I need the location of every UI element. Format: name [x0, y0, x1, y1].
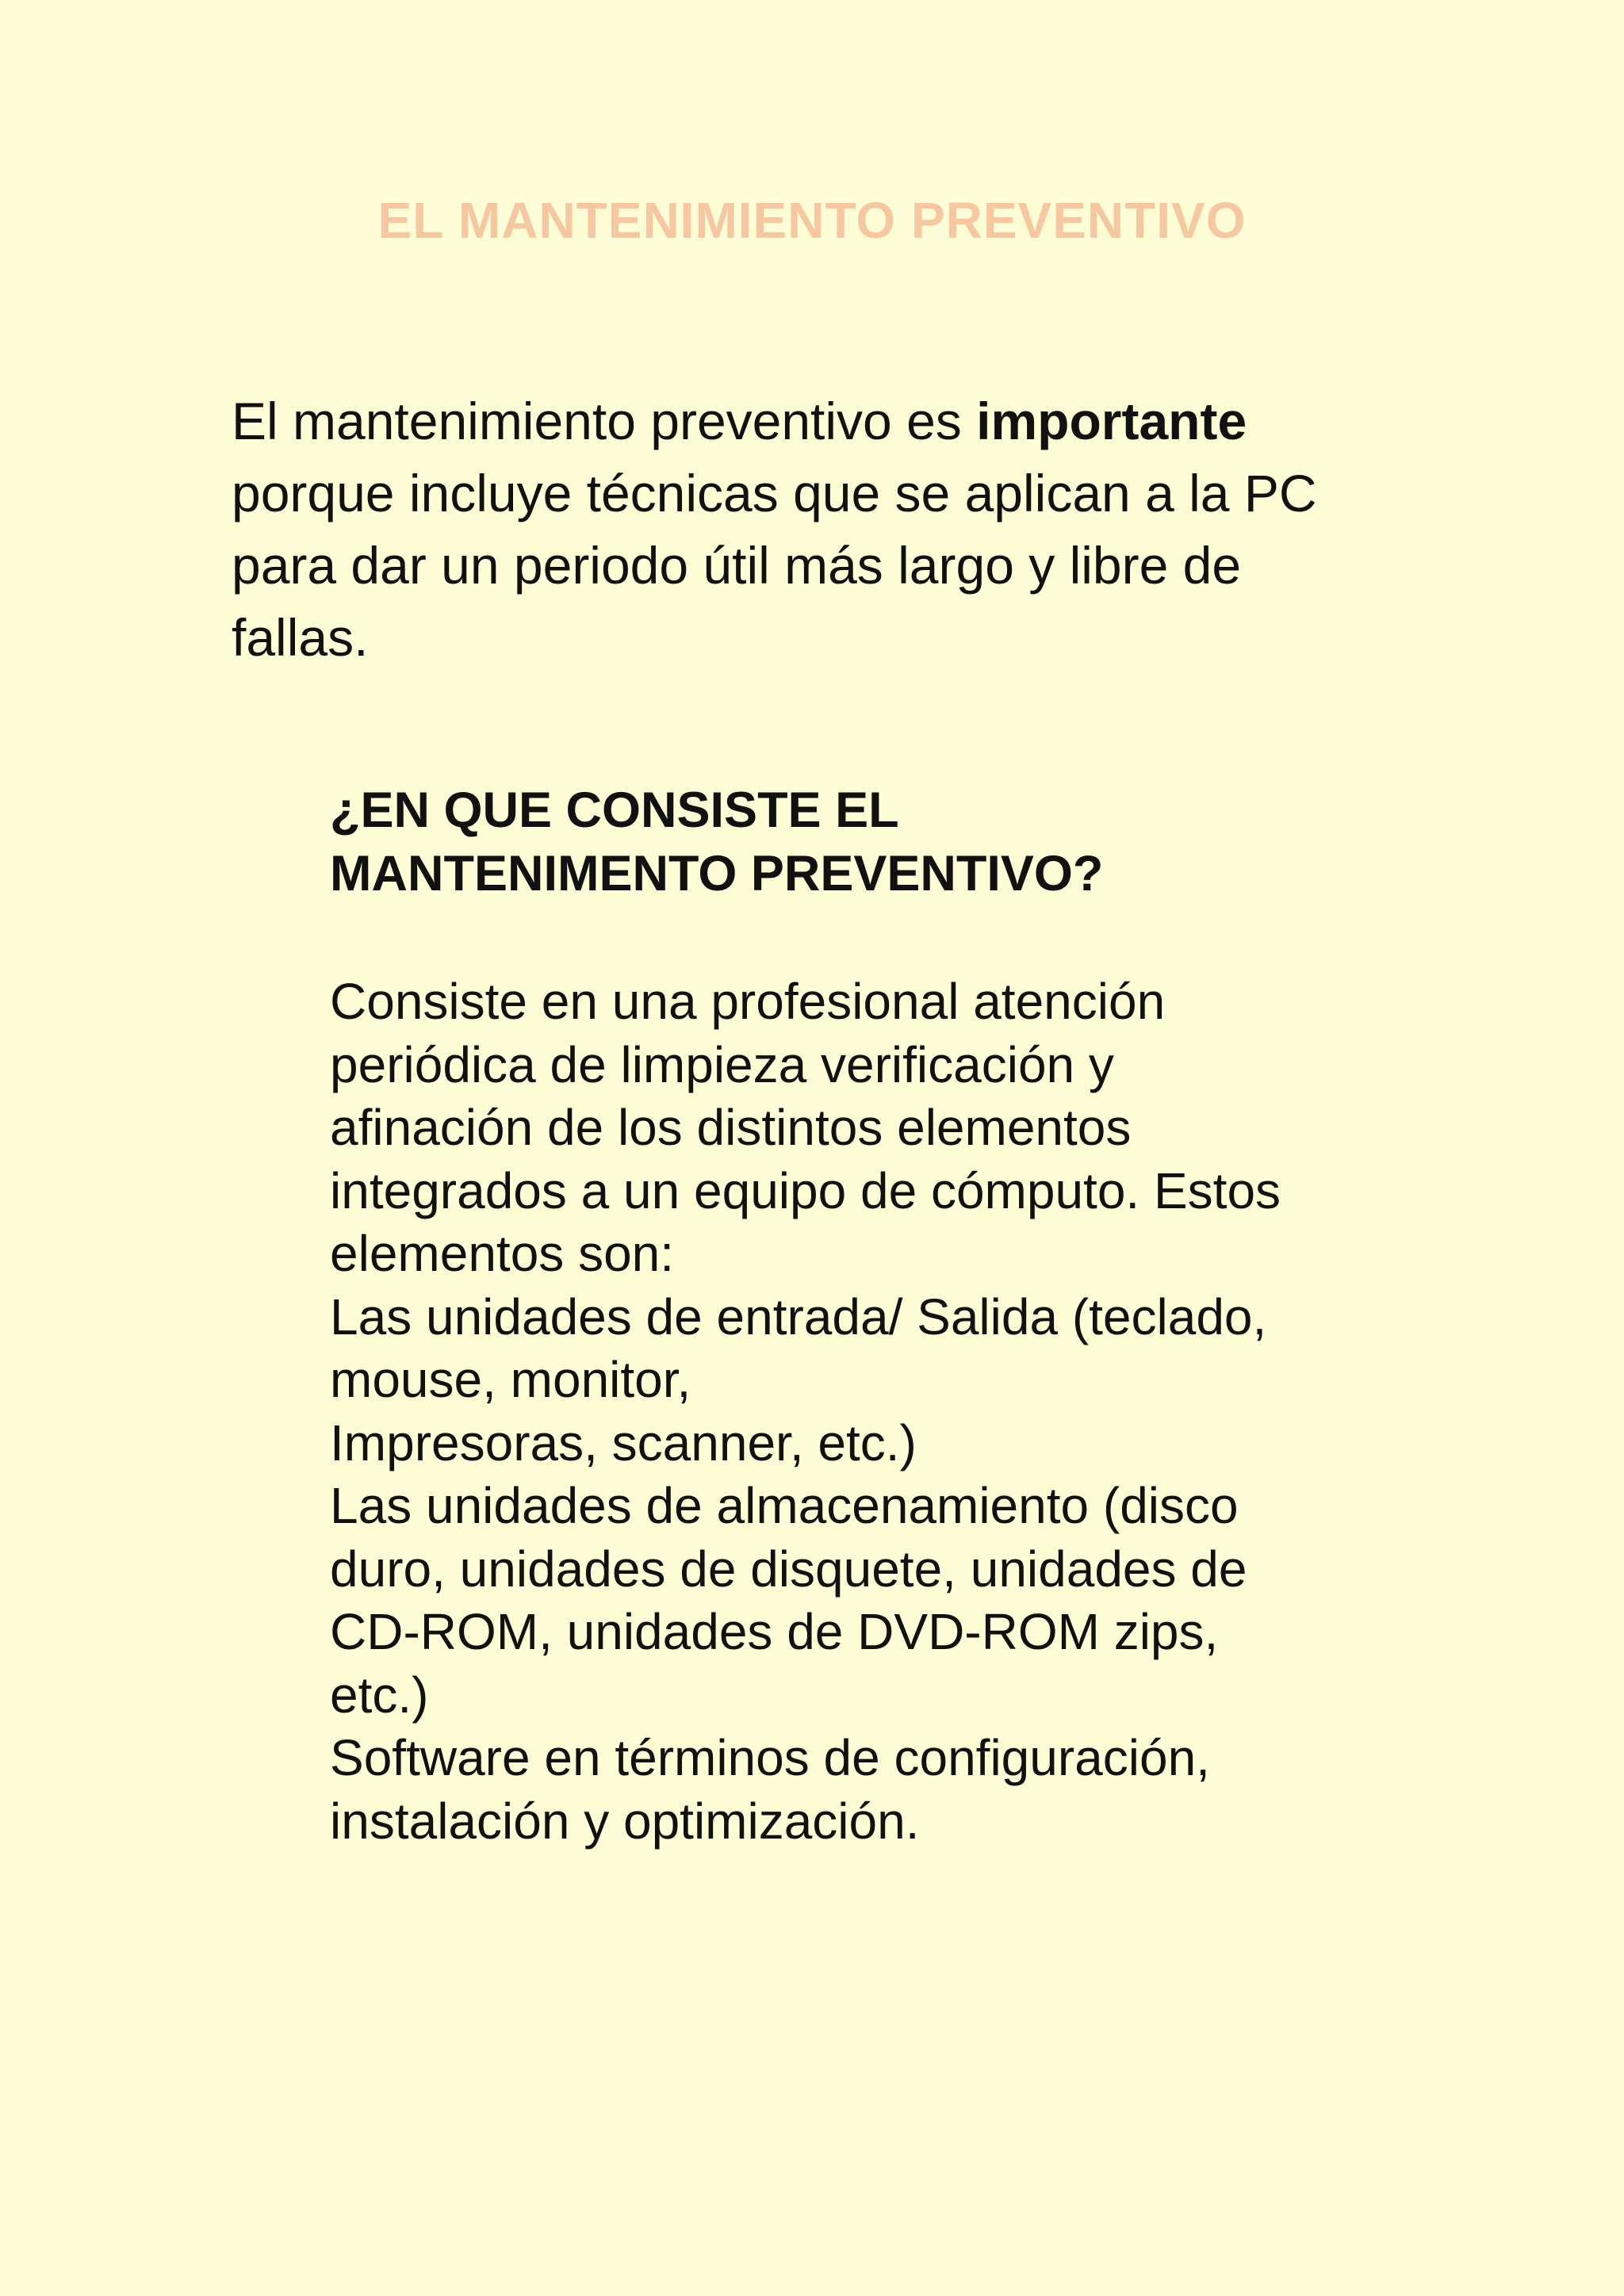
body-line: elementos son: — [330, 1225, 675, 1282]
body-line: Software en términos de configuración, — [330, 1729, 1210, 1786]
intro-line: para dar un periodo útil más largo y libre de — [232, 536, 1242, 595]
body-line: etc.) — [330, 1666, 429, 1724]
section-heading — [330, 779, 1456, 905]
body-line: periódica de limpieza verificación y — [330, 1035, 1114, 1093]
page-title: EL MANTENIMIENTO PREVENTIVO — [377, 192, 1247, 249]
body-line: duro, unidades de disquete, unidades de — [330, 1540, 1247, 1598]
body-line: Las unidades de almacenamiento (disco — [330, 1477, 1239, 1534]
section-body — [330, 970, 1456, 1853]
intro-line: porque incluye técnicas que se aplican a la PC — [232, 464, 1317, 522]
intro-line: fallas. — [232, 608, 369, 667]
body-line: instalación y optimización. — [330, 1792, 920, 1850]
body-line: Consiste en una profesional atención — [330, 973, 1166, 1030]
section-heading-line: ¿EN QUE CONSISTE EL — [330, 783, 899, 838]
intro-paragraph — [232, 385, 1405, 674]
body-line: afinación de los distintos elementos — [330, 1099, 1132, 1156]
section-heading-line: MANTENIMENTO PREVENTIVO? — [330, 846, 1104, 901]
definition-section — [330, 779, 1456, 1853]
body-line: integrados a un equipo de cómputo. Estos — [330, 1161, 1281, 1219]
body-line: Las unidades de entrada/ Salida (teclado, — [330, 1288, 1267, 1345]
body-line: Impresoras, scanner, etc.) — [330, 1414, 917, 1471]
body-line: mouse, monitor, — [330, 1351, 691, 1408]
body-line: CD-ROM, unidades de DVD-ROM zips, — [330, 1603, 1219, 1660]
intro-text: El mantenimiento preventivo es — [232, 392, 977, 450]
intro-emphasis: importante — [976, 392, 1247, 450]
intro-line — [232, 385, 1405, 457]
